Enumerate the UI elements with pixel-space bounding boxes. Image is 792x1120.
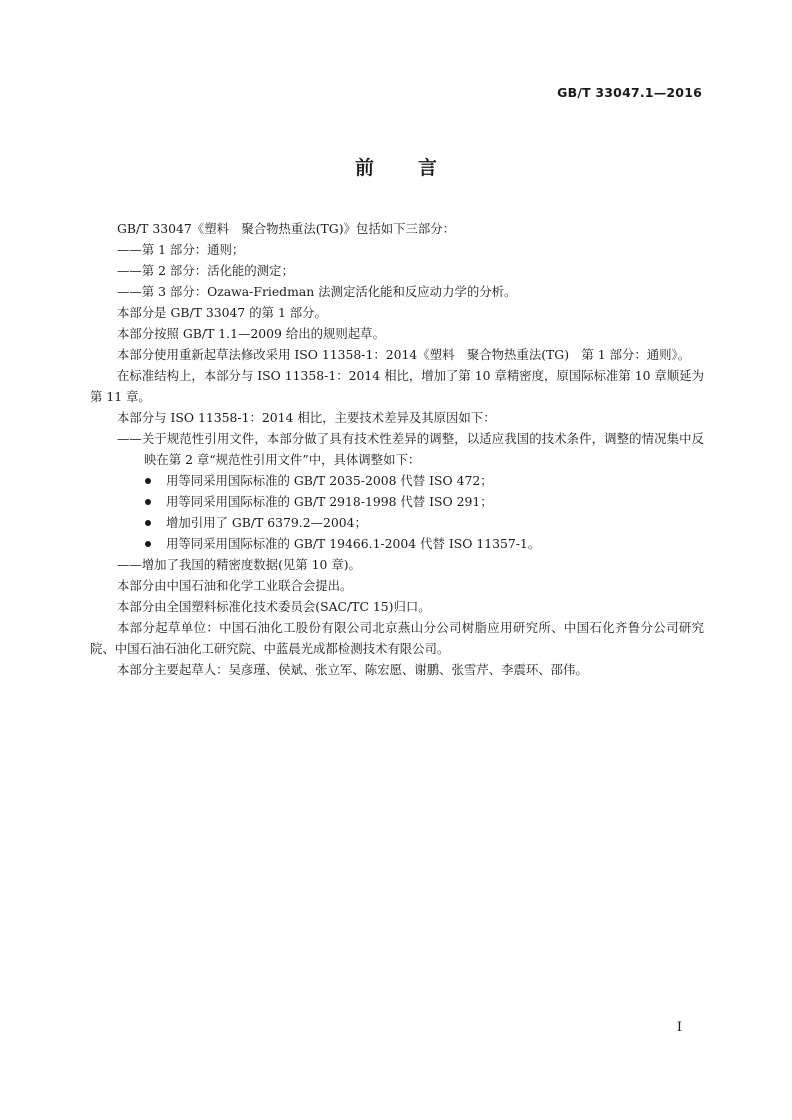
list-item-part1: ——第 1 部分：通则； bbox=[117, 242, 245, 257]
page-title: 前言 bbox=[354, 157, 481, 179]
bullet-text: 用等同采用国际标准的 GB/T 2918-1998 代替 ISO 291； bbox=[166, 494, 493, 509]
paragraph-proposed-by: 本部分由中国石油和化学工业联合会提出。 bbox=[117, 578, 353, 593]
paragraph-drafting-rules: 本部分按照 GB/T 1.1—2009 给出的规则起草。 bbox=[117, 326, 385, 341]
bullet-text: 增加引用了 GB/T 6379.2—2004； bbox=[166, 515, 367, 530]
standard-code: GB/T 33047.1—2016 bbox=[557, 85, 702, 100]
paragraph-under-jurisdiction: 本部分由全国塑料标准化技术委员会(SAC/TC 15)归口。 bbox=[117, 599, 431, 614]
paragraph-differences: 本部分与 ISO 11358-1：2014 相比，主要技术差异及其原因如下： bbox=[117, 410, 496, 425]
bullet-icon bbox=[145, 478, 151, 484]
paragraph-part-statement: 本部分是 GB/T 33047 的第 1 部分。 bbox=[117, 305, 327, 320]
bullet-item bbox=[90, 533, 704, 554]
bullet-icon bbox=[145, 499, 151, 505]
paragraph-structure: 在标准结构上，本部分与 ISO 11358-1：2014 相比，增加了第 10 章精密度，原国际标准第 10 章顺延为第 11 章。 bbox=[90, 368, 704, 404]
bullet-item bbox=[90, 470, 704, 491]
paragraph-references-adjustment: ——关于规范性引用文件，本部分做了具有技术性差异的调整，以适应我国的技术条件，调整的情况集中反映在第 2 章“规范性引用文件”中，具体调整如下： bbox=[117, 431, 704, 467]
list-item-part3: ——第 3 部分：Ozawa-Friedman 法测定活化能和反应动力学的分析。 bbox=[117, 284, 517, 299]
paragraph-drafting-units: 本部分起草单位：中国石油化工股份有限公司北京燕山分公司树脂应用研究所、中国石化齐鲁分公司研究院、中国石油石油化工研究院、中蓝晨光成都检测技术有限公司。 bbox=[90, 620, 704, 656]
list-item-part2: ——第 2 部分：活化能的测定； bbox=[117, 263, 294, 278]
page-number: I bbox=[676, 1020, 682, 1035]
bullet-item bbox=[90, 512, 704, 533]
bullet-icon bbox=[145, 520, 151, 526]
document-body bbox=[90, 218, 704, 680]
paragraph-adoption: 本部分使用重新起草法修改采用 ISO 11358-1：2014《塑料 聚合物热重法(TG) 第 1 部分：通则》。 bbox=[117, 347, 691, 362]
bullet-text: 用等同采用国际标准的 GB/T 19466.1-2004 代替 ISO 11357-1。 bbox=[166, 536, 541, 551]
paragraph-drafters: 本部分主要起草人：吴彦瑾、侯斌、张立军、陈宏愿、谢鹏、张雪芹、李震环、邵伟。 bbox=[117, 662, 588, 677]
bullet-item bbox=[90, 491, 704, 512]
bullet-icon bbox=[145, 541, 151, 547]
paragraph-intro: GB/T 33047《塑料 聚合物热重法(TG)》包括如下三部分： bbox=[117, 221, 456, 236]
paragraph-precision: ——增加了我国的精密度数据(见第 10 章)。 bbox=[117, 557, 361, 572]
bullet-text: 用等同采用国际标准的 GB/T 2035-2008 代替 ISO 472； bbox=[166, 473, 493, 488]
